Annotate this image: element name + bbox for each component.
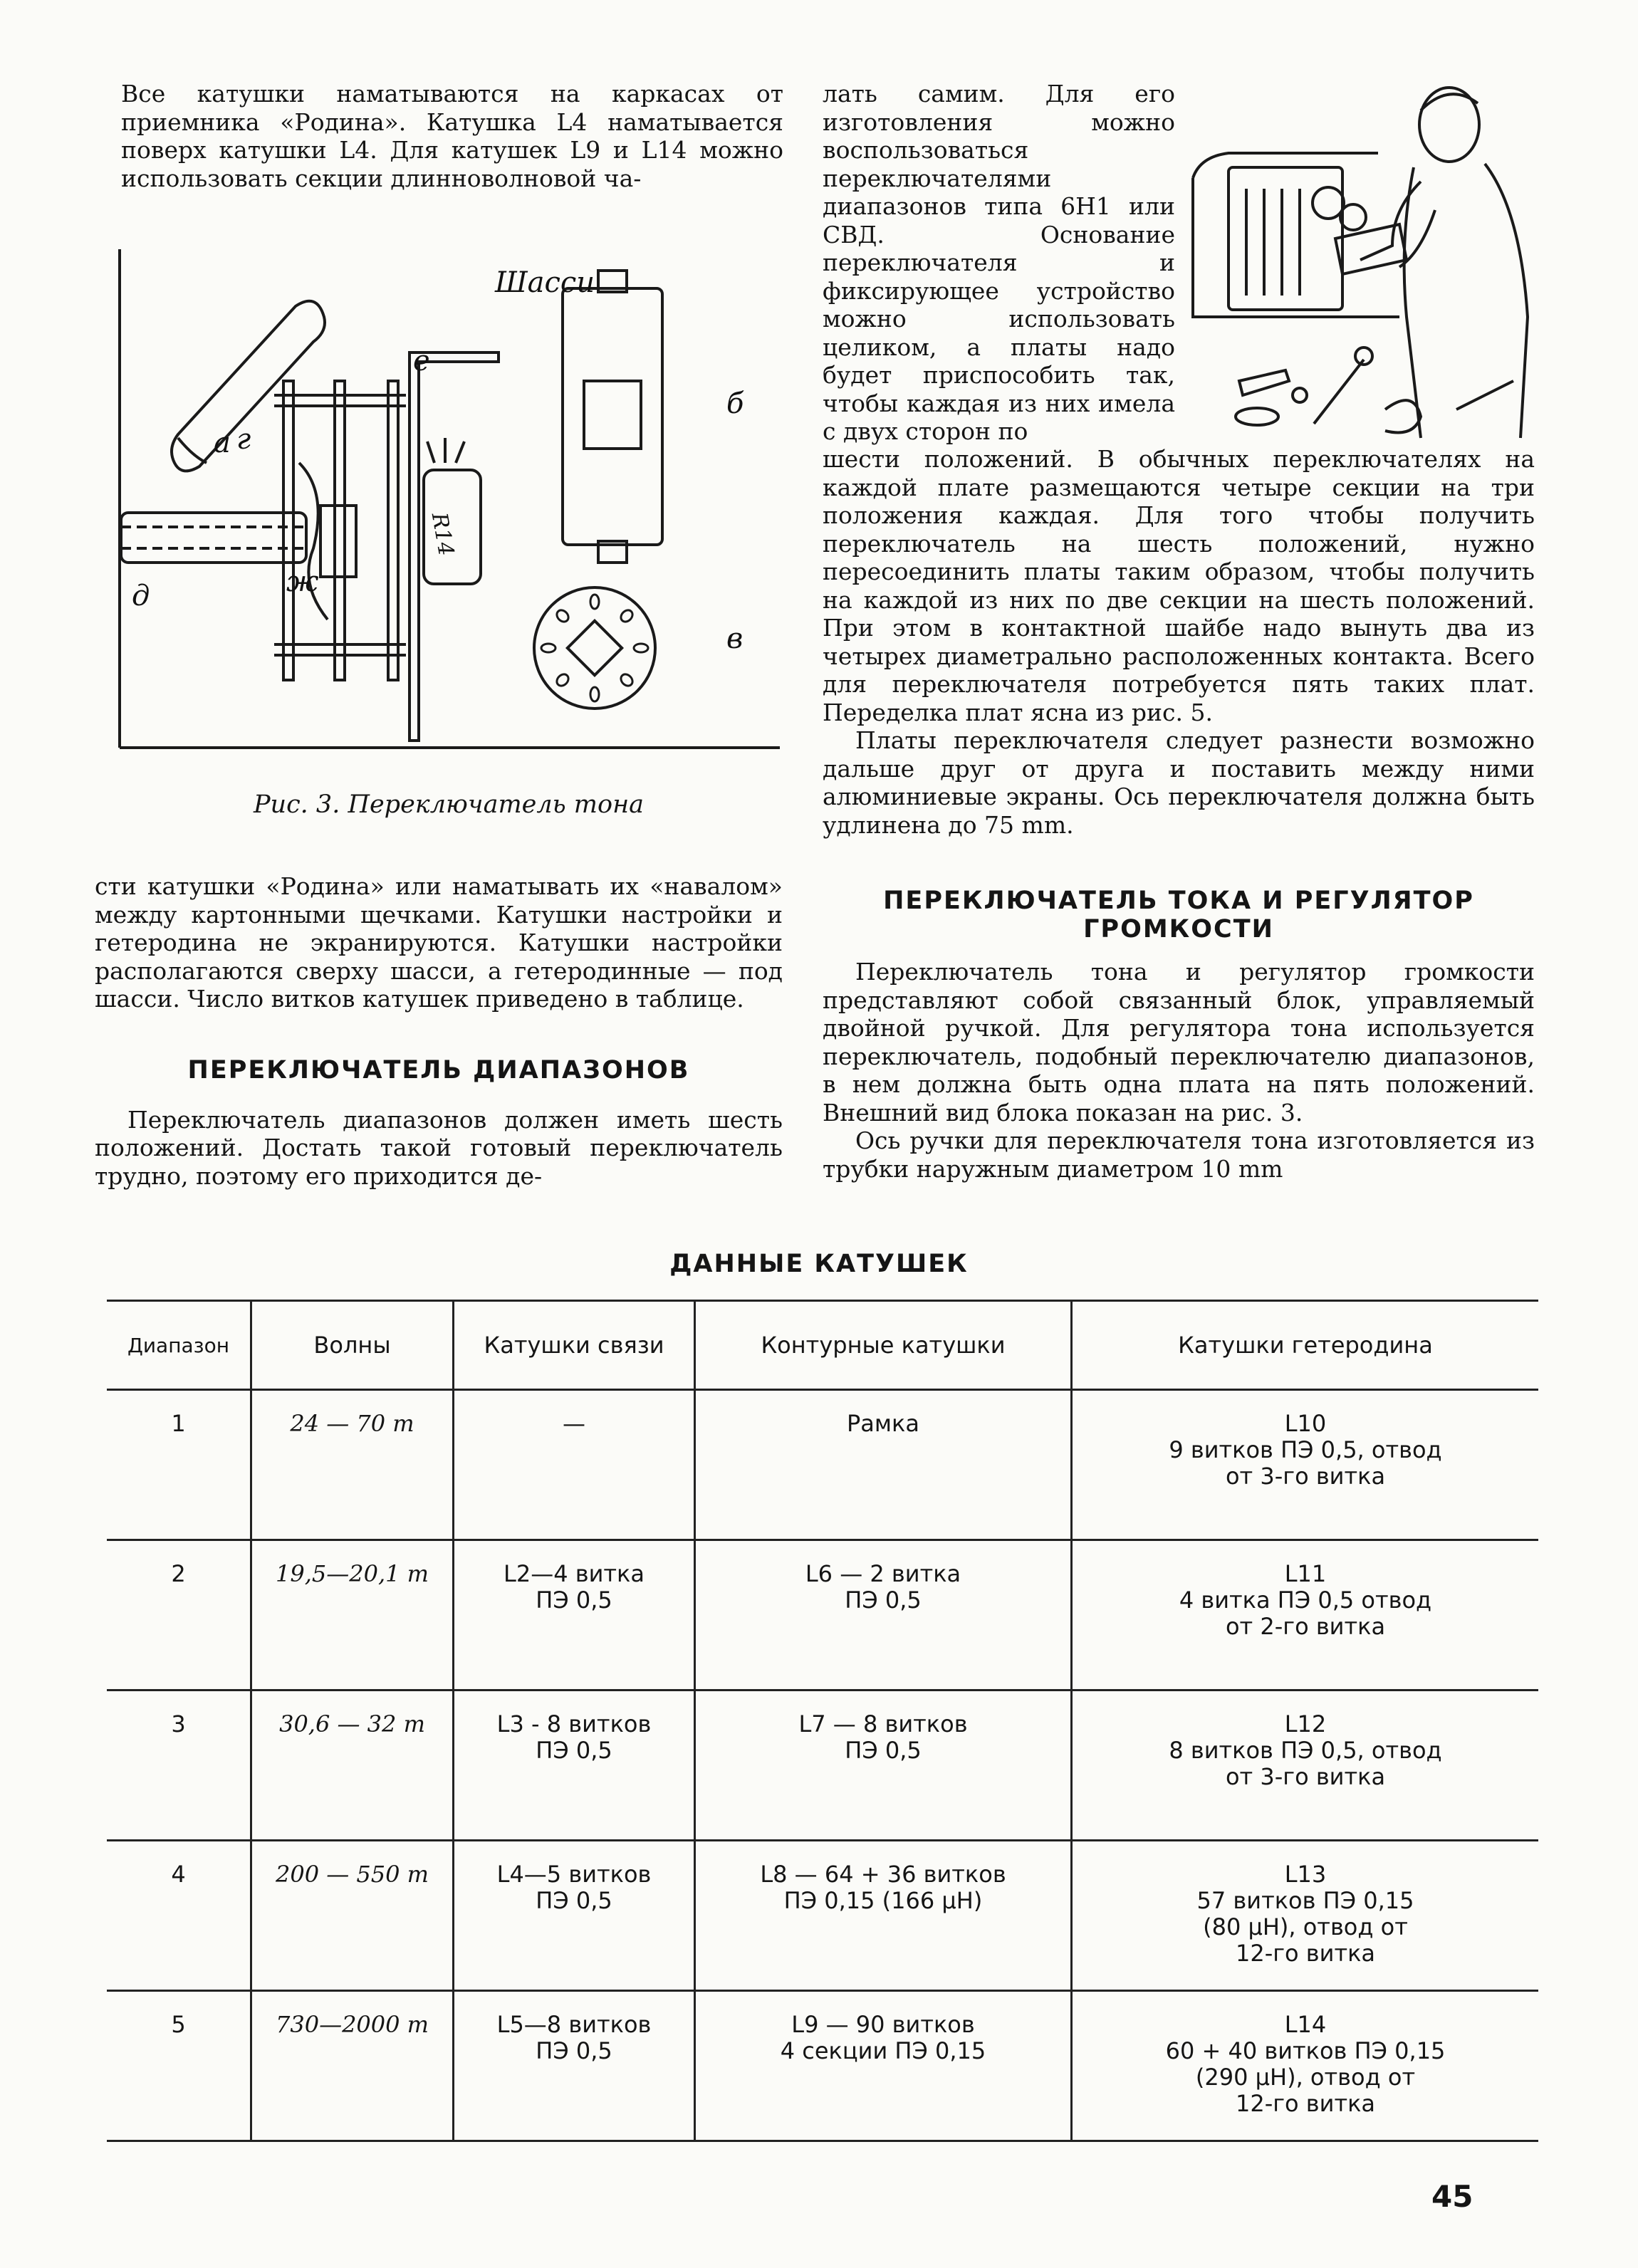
column-1-intro [121, 80, 783, 192]
cell-oscillator-line: L11 [1284, 1560, 1327, 1587]
tone-paragraph-2: Ось ручки для переключателя тона изготовляется из трубки наружным диаметром 10 mm [823, 1127, 1535, 1183]
intro-paragraph: Все катушки наматываются на каркасах от приемника «Родина». Катушка L4 наматывается поверх катушки L4. Для катушек L9 и L14 можно использовать секции длинноволновой ча- [121, 80, 783, 192]
cell-waves: 200 — 550 m [251, 1841, 454, 1991]
cell-contour [695, 1841, 1072, 1991]
label-b: б [726, 387, 744, 420]
cell-oscillator-line: от 3-го витка [1225, 1763, 1386, 1790]
range-switch-paragraph: Переключатель диапазонов должен иметь шесть положений. Достать такой готовый переключатель трудно, поэтому его приходится де- [95, 1105, 783, 1190]
cell-waves: 30,6 — 32 m [251, 1690, 454, 1841]
cell-range: 5 [107, 1991, 251, 2141]
header-contour: Контурные катушки [695, 1301, 1072, 1390]
cell-coupling [454, 1540, 695, 1690]
cell-contour-line: ПЭ 0,15 (166 μH) [783, 1887, 983, 1914]
table-row [107, 1390, 1538, 1540]
table-row [107, 1690, 1538, 1841]
label-d: д [132, 580, 150, 612]
page-number: 45 [1431, 2179, 1473, 2214]
six-positions-paragraph: шести положений. В обычных переключателях на каждой плате размещаются четыре секции на три положения каждая. Для того чтобы получить переключатель на шесть положений, нужно пересоединить платы таким образом, чтобы получить на каждой из них по две секции на шесть положений. При этом в контактной шайбе надо вынуть два из четырех диаметрально расположенных контакта. Всего для переключателя потребуется пять таких плат. Переделка плат ясна из рис. 5. [823, 445, 1535, 726]
cell-range: 2 [107, 1540, 251, 1690]
cell-coupling-line: L5—8 витков [496, 2011, 652, 2038]
cell-coupling [454, 1690, 695, 1841]
cell-range: 1 [107, 1390, 251, 1540]
cell-contour [695, 1991, 1072, 2141]
cell-coupling-line: L2—4 витка [504, 1560, 645, 1587]
header-coupling: Катушки связи [454, 1301, 695, 1390]
tone-paragraph-1: Переключатель тона и регулятор громкости представляют собой связанный блок, управляемый двойной ручкой. Для регулятора тона используется переключатель, подобный переключателю диапазонов, в нем должна быть одна плата на пять положений. Внешний вид блока показан на рис. 3. [823, 958, 1535, 1127]
cell-waves: 24 — 70 m [251, 1390, 454, 1540]
cell-oscillator-line: 9 витков ПЭ 0,5, отвод [1169, 1436, 1442, 1463]
cell-coupling [454, 1991, 695, 2141]
cell-waves: 19,5—20,1 m [251, 1540, 454, 1690]
label-v: в [726, 622, 744, 655]
cell-coupling-line: ПЭ 0,5 [536, 1587, 612, 1614]
label-zh: ж [286, 565, 319, 598]
label-e: е [413, 345, 430, 377]
cell-oscillator [1072, 1390, 1539, 1540]
cell-coupling [454, 1390, 695, 1540]
coils-paragraph: сти катушки «Родина» или наматывать их «навалом» между картонными щечками. Катушки настройки и гетеродина не экранируются. Катушки настройки располагаются сверху шасси, а гетеродинные — под шасси. Число витков катушек приведено в таблице. [95, 872, 783, 1013]
table-row [107, 1991, 1538, 2141]
cell-coupling-line: — [563, 1410, 585, 1437]
cell-contour [695, 1390, 1072, 1540]
coil-data-table [107, 1300, 1538, 2142]
cell-contour-line: 4 секции ПЭ 0,15 [780, 2037, 986, 2064]
label-chassis: Шасси [495, 266, 595, 299]
cell-range: 4 [107, 1841, 251, 1991]
cell-range: 3 [107, 1690, 251, 1841]
header-waves: Волны [251, 1301, 454, 1390]
make-yourself-paragraph: лать самим. Для его изготовления можно воспользоваться переключателями диапазонов типа 6Н1 или СВД. Основание переключателя и фиксирующее устройство можно использовать целиком, а платы надо будет приспособить так, чтобы каждая из них имела с двух сторон по [823, 80, 1175, 445]
table-title-wrapper [0, 1250, 1638, 1278]
cell-contour-line: L8 — 64 + 36 витков [760, 1861, 1006, 1888]
label-r14: R14 [426, 511, 459, 558]
table-row [107, 1841, 1538, 1991]
column-2-middle [823, 445, 1535, 839]
cell-oscillator-line: L10 [1284, 1410, 1327, 1437]
cell-oscillator-line: 12-го витка [1235, 1940, 1376, 1967]
table-header-row [107, 1301, 1538, 1390]
cell-oscillator-line: 12-го витка [1235, 2090, 1376, 2117]
cell-oscillator-line: 60 + 40 витков ПЭ 0,15 [1165, 2037, 1446, 2064]
cell-contour-line: L9 — 90 витков [791, 2011, 975, 2038]
header-range: Диапазон [107, 1301, 251, 1390]
cell-oscillator-line: (80 μH), отвод от [1203, 1913, 1408, 1940]
table-title: ДАННЫЕ КАТУШЕК [669, 1250, 969, 1278]
cell-oscillator [1072, 1841, 1539, 1991]
cell-contour-line: Рамка [847, 1410, 919, 1437]
header-oscillator: Катушки гетеродина [1072, 1301, 1539, 1390]
cell-waves: 730—2000 m [251, 1991, 454, 2141]
column-2-tone-section [823, 887, 1535, 1183]
cell-oscillator-line: 8 витков ПЭ 0,5, отвод [1169, 1737, 1442, 1764]
figure-caption: Рис. 3. Переключатель тона [253, 790, 644, 819]
column-1-continued [95, 872, 783, 1190]
cell-contour-line: ПЭ 0,5 [845, 1737, 922, 1764]
cell-oscillator-line: от 2-го витка [1225, 1613, 1386, 1640]
cell-oscillator [1072, 1991, 1539, 2141]
cell-oscillator-line: L14 [1284, 2011, 1327, 2038]
cell-contour-line: L7 — 8 витков [798, 1710, 968, 1737]
cell-contour-line: L6 — 2 витка [805, 1560, 961, 1587]
label-g: г [236, 423, 251, 456]
column-2-top [823, 80, 1175, 446]
cell-coupling-line: L4—5 витков [496, 1861, 652, 1888]
table-body [107, 1390, 1538, 2141]
cell-oscillator-line: 57 витков ПЭ 0,15 [1196, 1887, 1414, 1914]
cell-oscillator-line: L13 [1284, 1861, 1327, 1888]
cell-coupling-line: ПЭ 0,5 [536, 1737, 612, 1764]
cell-oscillator-line: (290 μH), отвод от [1195, 2064, 1416, 2091]
illustration-man-assembling-radio [1186, 82, 1556, 445]
plates-paragraph: Платы переключателя следует разнести возможно дальше друг от друга и поставить между ними алюминиевые экраны. Ось переключателя должна быть удлинена до 75 mm. [823, 726, 1535, 839]
cell-coupling-line: ПЭ 0,5 [536, 2037, 612, 2064]
cell-oscillator-line: L12 [1284, 1710, 1327, 1737]
cell-coupling [454, 1841, 695, 1991]
table-row [107, 1540, 1538, 1690]
cell-contour [695, 1690, 1072, 1841]
label-a: а [214, 427, 231, 459]
cell-oscillator [1072, 1690, 1539, 1841]
cell-coupling-line: ПЭ 0,5 [536, 1887, 612, 1914]
cell-contour [695, 1540, 1072, 1690]
heading-tone-switch: ПЕРЕКЛЮЧАТЕЛЬ ТОКА И РЕГУЛЯТОР ГРОМКОСТИ [883, 887, 1474, 944]
cell-oscillator-line: от 3-го витка [1225, 1463, 1386, 1490]
cell-coupling-line: L3 - 8 витков [496, 1710, 652, 1737]
heading-range-switch: ПЕРЕКЛЮЧАТЕЛЬ ДИАПАЗОНОВ [187, 1055, 690, 1085]
cell-contour-line: ПЭ 0,5 [845, 1587, 922, 1614]
figure-tone-switch [114, 249, 783, 769]
cell-oscillator-line: 4 витка ПЭ 0,5 отвод [1179, 1587, 1432, 1614]
cell-oscillator [1072, 1540, 1539, 1690]
